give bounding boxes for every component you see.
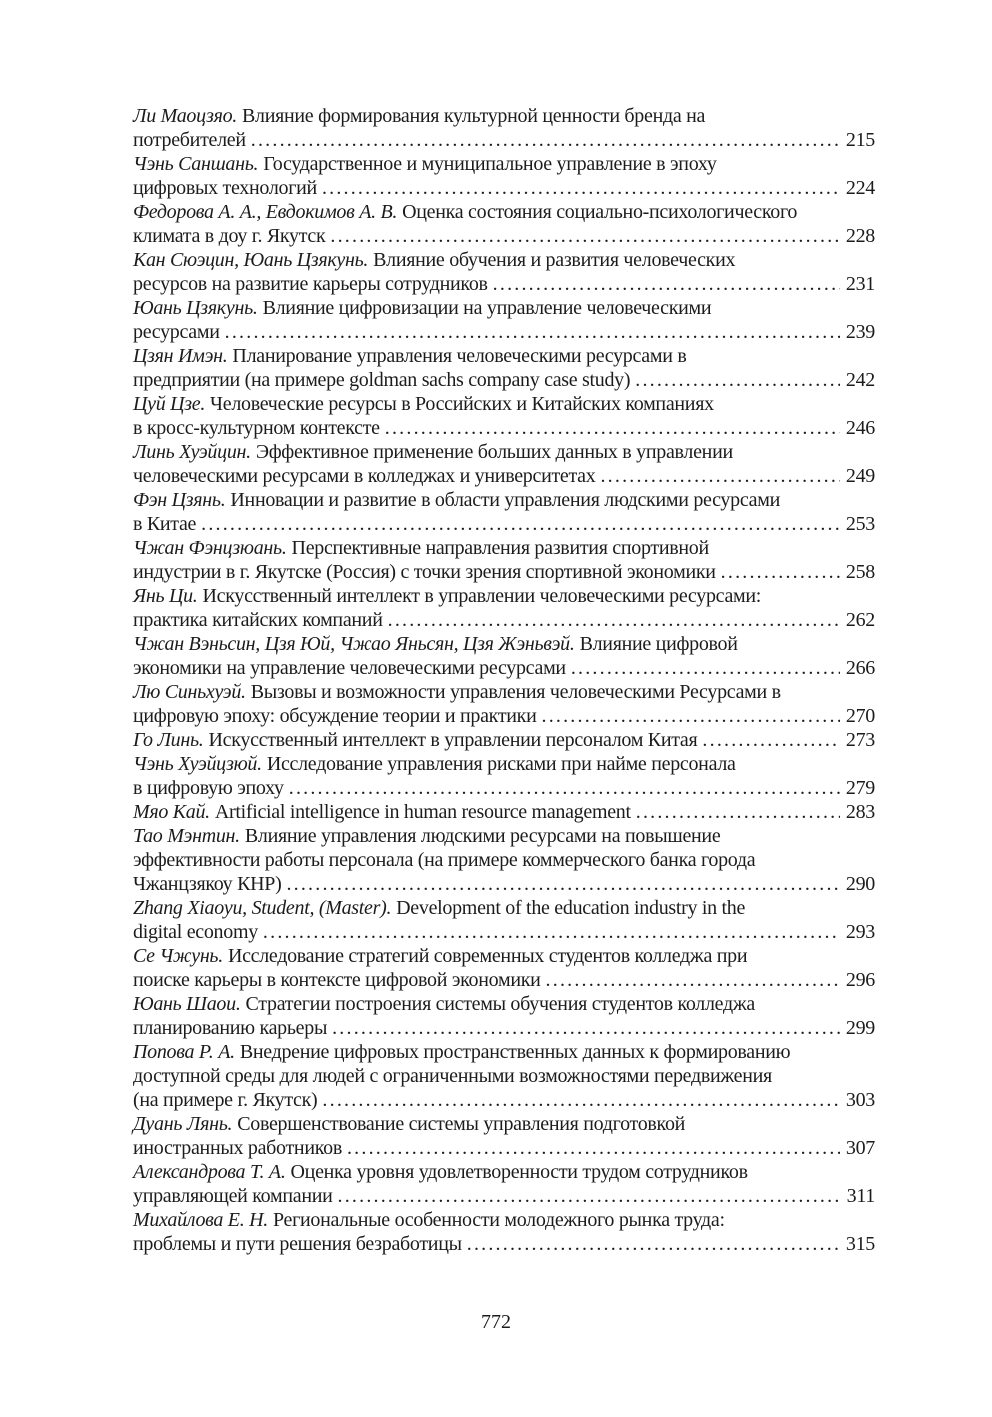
toc-entry-author: Михайлова Е. Н. (133, 1209, 268, 1231)
toc-line (133, 224, 875, 248)
toc-entry-title-segment: Государственное и муниципальное управление в эпоху (263, 153, 717, 175)
dot-leader (251, 128, 840, 152)
toc-entry-title-segment: Development of the education industry in the (396, 897, 746, 919)
toc-entry-author: Ли Маоцзяо. (133, 105, 237, 127)
toc-line-text (133, 1016, 327, 1040)
toc-entry-page-number: 262 (845, 609, 875, 631)
toc-entry-page-number: 249 (845, 465, 875, 487)
toc-entry-page-number: 231 (845, 273, 875, 295)
toc-line (133, 464, 875, 488)
toc-entry-title-segment: Исследование управления рисками при найме персонала (266, 753, 736, 775)
toc-entry-title-segment: Вызовы и возможности управления человеческими Ресурсами в (250, 681, 781, 703)
toc-entry-page-number: 215 (845, 129, 875, 151)
toc-entry-title-segment: в цифровую эпоху (133, 777, 284, 799)
toc-line (133, 656, 875, 680)
toc-entry (133, 752, 875, 800)
toc-line (133, 104, 875, 128)
toc-line-text (133, 849, 755, 871)
toc-line-text (133, 656, 566, 680)
toc-line (133, 488, 875, 512)
toc-entry (133, 488, 875, 536)
toc-line (133, 416, 875, 440)
toc-entry-title-segment: Искусственный интеллект в управлении персоналом Китая (208, 729, 698, 751)
toc-entry (133, 584, 875, 632)
toc-line (133, 1208, 875, 1232)
toc-entry-author: Кан Сюэцин, Юань Цзякунь. (133, 249, 369, 271)
toc-entry-author: Янь Ци. (133, 585, 198, 607)
toc-entry-title-segment: Artificial intelligence in human resource management (214, 801, 631, 823)
toc-entry-title-segment: доступной среды для людей с ограниченными возможностями передвижения (133, 1065, 772, 1087)
dot-leader (322, 176, 840, 200)
toc-line (133, 128, 875, 152)
toc-line (133, 440, 875, 464)
toc-line (133, 1088, 875, 1112)
toc-entry-page-number: 283 (845, 801, 875, 823)
toc-entry-author: Фэн Цзянь. (133, 489, 226, 511)
toc-entry-title-segment: в Китае (133, 513, 197, 535)
toc-entry-title-segment: потребителей (133, 129, 246, 151)
toc-entry-page-number: 293 (845, 921, 875, 943)
dot-leader (332, 1016, 840, 1040)
toc-line-text (133, 1041, 790, 1063)
toc-line-text (133, 489, 780, 511)
toc-line-text (133, 872, 281, 896)
toc-entry-title-segment: предприятии (на примере goldman sachs company case study) (133, 369, 631, 391)
toc-entry (133, 296, 875, 344)
dot-leader (263, 920, 840, 944)
toc-entry-title-segment: digital economy (133, 921, 258, 943)
toc-entry-page-number: 307 (845, 1137, 875, 1159)
toc-line-text (133, 776, 284, 800)
toc-entry-title-segment: в кросс-культурном контексте (133, 417, 380, 439)
toc-entry-page-number: 303 (845, 1089, 875, 1111)
toc-line (133, 392, 875, 416)
toc-entry-title-segment: Инновации и развитие в области управления людскими ресурсами (230, 489, 780, 511)
toc-entry-title-segment: (на примере г. Якутск) (133, 1089, 318, 1111)
toc-entry-title-segment: Перспективные направления развития спортивной (291, 537, 709, 559)
toc-entry-title-segment: индустрии в г. Якутске (Россия) с точки зрения спортивной экономики (133, 561, 716, 583)
toc-entry-author: Го Линь. (133, 729, 204, 751)
toc-line-text (133, 537, 709, 559)
toc-line-text (133, 728, 697, 752)
toc-entry-title-segment: Стратегии построения системы обучения студентов колледжа (245, 993, 755, 1015)
dot-leader (322, 1088, 839, 1112)
dot-leader (338, 1184, 841, 1208)
toc-line-text (133, 968, 541, 992)
dot-leader (286, 872, 839, 896)
toc-entry-title-segment: иностранных работников (133, 1137, 342, 1159)
toc-line-text (133, 633, 738, 655)
toc-line-text (133, 393, 714, 415)
toc-entry-page-number: 270 (845, 705, 875, 727)
toc-line-text (133, 416, 380, 440)
toc-line-text (133, 297, 711, 319)
toc-line (133, 1064, 875, 1088)
dot-leader (347, 1136, 840, 1160)
toc-line-text (133, 320, 220, 344)
toc-line (133, 200, 875, 224)
toc-entry-author: Тао Мэнтин. (133, 825, 240, 847)
toc-line (133, 272, 875, 296)
toc-line (133, 248, 875, 272)
dot-leader (721, 560, 840, 584)
dot-leader (201, 512, 840, 536)
toc-line-text (133, 1161, 748, 1183)
toc-entry-page-number: 273 (845, 729, 875, 751)
toc-line (133, 872, 875, 896)
toc-line (133, 800, 875, 824)
toc-line-text (133, 512, 196, 536)
toc-entry-page-number: 296 (845, 969, 875, 991)
toc-line-text (133, 897, 745, 919)
toc-line (133, 704, 875, 728)
toc-entry (133, 632, 875, 680)
toc-line-text (133, 464, 595, 488)
toc-line (133, 944, 875, 968)
dot-leader (388, 608, 840, 632)
toc-entry-author: Чэнь Хуэйцзюй. (133, 753, 262, 775)
toc-entry-title-segment: экономики на управление человеческими ресурсами (133, 657, 566, 679)
dot-leader (571, 656, 840, 680)
toc-entry (133, 536, 875, 584)
page-number-footer: 772 (481, 1311, 511, 1333)
toc-line-text (133, 560, 716, 584)
toc-entry (133, 392, 875, 440)
toc-entry-author: Попова Р. А. (133, 1041, 235, 1063)
toc-entry-page-number: 311 (846, 1185, 875, 1207)
toc-entry (133, 152, 875, 200)
toc-entry (133, 1040, 875, 1112)
toc-line-text (133, 249, 735, 271)
toc-entry-page-number: 224 (845, 177, 875, 199)
toc-line (133, 584, 875, 608)
toc-line-text (133, 1232, 462, 1256)
dot-leader (493, 272, 840, 296)
toc-line (133, 512, 875, 536)
toc-line (133, 1184, 875, 1208)
toc-entry (133, 680, 875, 728)
toc-entry-title-segment: климата в доу г. Якутск (133, 225, 326, 247)
toc-entry-title-segment: управляющей компании (133, 1185, 333, 1207)
toc-entry (133, 1112, 875, 1160)
toc-entry-page-number: 253 (845, 513, 875, 535)
toc-line-text (133, 800, 631, 824)
toc-entry-page-number: 228 (845, 225, 875, 247)
toc-line-text (133, 993, 755, 1015)
toc-line-text (133, 201, 797, 223)
toc-line (133, 344, 875, 368)
toc-line (133, 1112, 875, 1136)
toc-line-text (133, 345, 687, 367)
toc-entry-page-number: 279 (845, 777, 875, 799)
toc-line-text (133, 1136, 342, 1160)
toc-entry-page-number: 242 (845, 369, 875, 391)
toc-line-text (133, 368, 630, 392)
toc-line-text (133, 753, 736, 775)
toc-entry-title-segment: Чжанцзякоу КНР) (133, 873, 282, 895)
toc-entry (133, 1160, 875, 1208)
toc-line (133, 776, 875, 800)
toc-entry-author: Юань Цзякунь. (133, 297, 258, 319)
toc-line (133, 320, 875, 344)
toc-entry (133, 344, 875, 392)
toc-entry-page-number: 246 (845, 417, 875, 439)
toc-entry-title-segment: Оценка состояния социально-психологического (402, 201, 798, 223)
toc-entry-title-segment: Влияние формирования культурной ценности бренда на (241, 105, 706, 127)
toc-line-text (133, 704, 537, 728)
toc-line (133, 608, 875, 632)
toc-entry-page-number: 239 (845, 321, 875, 343)
toc-entry-title-segment: Влияние цифровой (579, 633, 738, 655)
toc-line (133, 1160, 875, 1184)
toc-line (133, 824, 875, 848)
toc-line (133, 1016, 875, 1040)
toc-line (133, 968, 875, 992)
toc-line-text (133, 1184, 333, 1208)
toc-entry-author: Чэнь Саншань. (133, 153, 259, 175)
toc-line (133, 632, 875, 656)
toc-entry-author: Се Чжунь. (133, 945, 223, 967)
toc-entry (133, 104, 875, 152)
toc-entry-title-segment: Внедрение цифровых пространственных данных к формированию (239, 1041, 791, 1063)
toc-entry-title-segment: Региональные особенности молодежного рынка труда: (272, 1209, 725, 1231)
table-of-contents (133, 104, 875, 1256)
toc-entry-author: Мяо Кай. (133, 801, 210, 823)
dot-leader (385, 416, 840, 440)
toc-line-text (133, 945, 747, 967)
toc-line-text (133, 608, 383, 632)
toc-entry (133, 728, 875, 752)
toc-line (133, 1136, 875, 1160)
toc-entry-title-segment: Оценка уровня удовлетворенности трудом сотрудников (290, 1161, 748, 1183)
dot-leader (289, 776, 840, 800)
toc-entry-title-segment: планированию карьеры (133, 1017, 328, 1039)
toc-entry-page-number: 290 (845, 873, 875, 895)
toc-entry-page-number: 299 (845, 1017, 875, 1039)
toc-entry (133, 992, 875, 1040)
toc-entry-page-number: 315 (845, 1233, 875, 1255)
dot-leader (542, 704, 840, 728)
toc-entry (133, 1208, 875, 1256)
toc-line-text (133, 224, 325, 248)
toc-entry-title-segment: цифровую эпоху: обсуждение теории и практики (133, 705, 537, 727)
toc-line (133, 728, 875, 752)
toc-line-text (133, 176, 317, 200)
toc-entry-title-segment: эффективности работы персонала (на примере коммерческого банка города (133, 849, 756, 871)
toc-line-text (133, 1065, 772, 1087)
dot-leader (636, 800, 840, 824)
toc-line-text (133, 272, 488, 296)
toc-line-text (133, 105, 705, 127)
toc-line (133, 152, 875, 176)
dot-leader (702, 728, 839, 752)
dot-leader (546, 968, 840, 992)
toc-entry (133, 800, 875, 824)
toc-line-text (133, 681, 781, 703)
toc-line-text (133, 1209, 725, 1231)
toc-line (133, 296, 875, 320)
dot-leader (635, 368, 840, 392)
toc-entry-title-segment: человеческими ресурсами в колледжах и университетах (133, 465, 596, 487)
dot-leader (225, 320, 840, 344)
toc-entry-title-segment: Влияние цифровизации на управление человеческими (262, 297, 712, 319)
toc-line (133, 896, 875, 920)
toc-line-text (133, 825, 720, 847)
toc-entry-title-segment: практика китайских компаний (133, 609, 383, 631)
toc-entry-title-segment: ресурсами (133, 321, 220, 343)
toc-entry-title-segment: ресурсов на развитие карьеры сотрудников (133, 273, 488, 295)
toc-line (133, 920, 875, 944)
toc-line (133, 368, 875, 392)
toc-line-text (133, 441, 733, 463)
toc-entry-author: Цзян Имэн. (133, 345, 228, 367)
toc-entry-title-segment: цифровых технологий (133, 177, 317, 199)
toc-line (133, 680, 875, 704)
toc-line-text (133, 153, 717, 175)
toc-entry-title-segment: Исследование стратегий современных студентов колледжа при (227, 945, 748, 967)
toc-entry (133, 440, 875, 488)
toc-line-text (133, 585, 761, 607)
toc-entry (133, 200, 875, 248)
toc-entry-author: Линь Хуэйцин. (133, 441, 251, 463)
toc-entry-author: Чжан Фэнцзюань. (133, 537, 287, 559)
toc-entry (133, 944, 875, 992)
toc-entry-title-segment: Совершенствование системы управления подготовкой (237, 1113, 686, 1135)
toc-entry-author: Дуань Лянь. (133, 1113, 233, 1135)
toc-entry-author: Александрова Т. А. (133, 1161, 286, 1183)
dot-leader (467, 1232, 840, 1256)
toc-line (133, 752, 875, 776)
toc-entry-author: Чжан Вэньсин, Цзя Юй, Чжао Яньсян, Цзя Жэньвэй. (133, 633, 575, 655)
toc-entry-author: Юань Шаои. (133, 993, 241, 1015)
toc-entry-title-segment: проблемы и пути решения безработицы (133, 1233, 462, 1255)
toc-line (133, 560, 875, 584)
toc-line-text (133, 1113, 685, 1135)
toc-entry-title-segment: поиске карьеры в контексте цифровой экономики (133, 969, 541, 991)
toc-entry-author: Федорова А. А., Евдокимов А. В. (133, 201, 398, 223)
toc-entry-author: Zhang Xiaoyu, Student, (Master). (133, 897, 392, 919)
toc-entry-title-segment: Планирование управления человеческими ресурсами в (232, 345, 687, 367)
toc-line (133, 536, 875, 560)
toc-line (133, 848, 875, 872)
toc-entry (133, 824, 875, 896)
toc-line (133, 176, 875, 200)
toc-entry-title-segment: Человеческие ресурсы в Российских и Китайских компаниях (210, 393, 714, 415)
toc-entry-author: Лю Синьхуэй. (133, 681, 246, 703)
toc-line (133, 1232, 875, 1256)
dot-leader (330, 224, 839, 248)
toc-line-text (133, 920, 258, 944)
toc-line (133, 992, 875, 1016)
toc-line-text (133, 1088, 317, 1112)
toc-entry-author: Цуй Цзе. (133, 393, 206, 415)
toc-entry-title-segment: Искусственный интеллект в управлении человеческими ресурсами: (202, 585, 762, 607)
dot-leader (600, 464, 839, 488)
toc-entry-title-segment: Влияние управления людскими ресурсами на повышение (244, 825, 721, 847)
toc-entry-title-segment: Эффективное применение больших данных в управлении (255, 441, 733, 463)
toc-entry (133, 896, 875, 944)
toc-line-text (133, 128, 246, 152)
toc-entry-page-number: 266 (845, 657, 875, 679)
toc-entry-page-number: 258 (845, 561, 875, 583)
toc-entry (133, 248, 875, 296)
toc-entry-title-segment: Влияние обучения и развития человеческих (373, 249, 736, 271)
toc-line (133, 1040, 875, 1064)
